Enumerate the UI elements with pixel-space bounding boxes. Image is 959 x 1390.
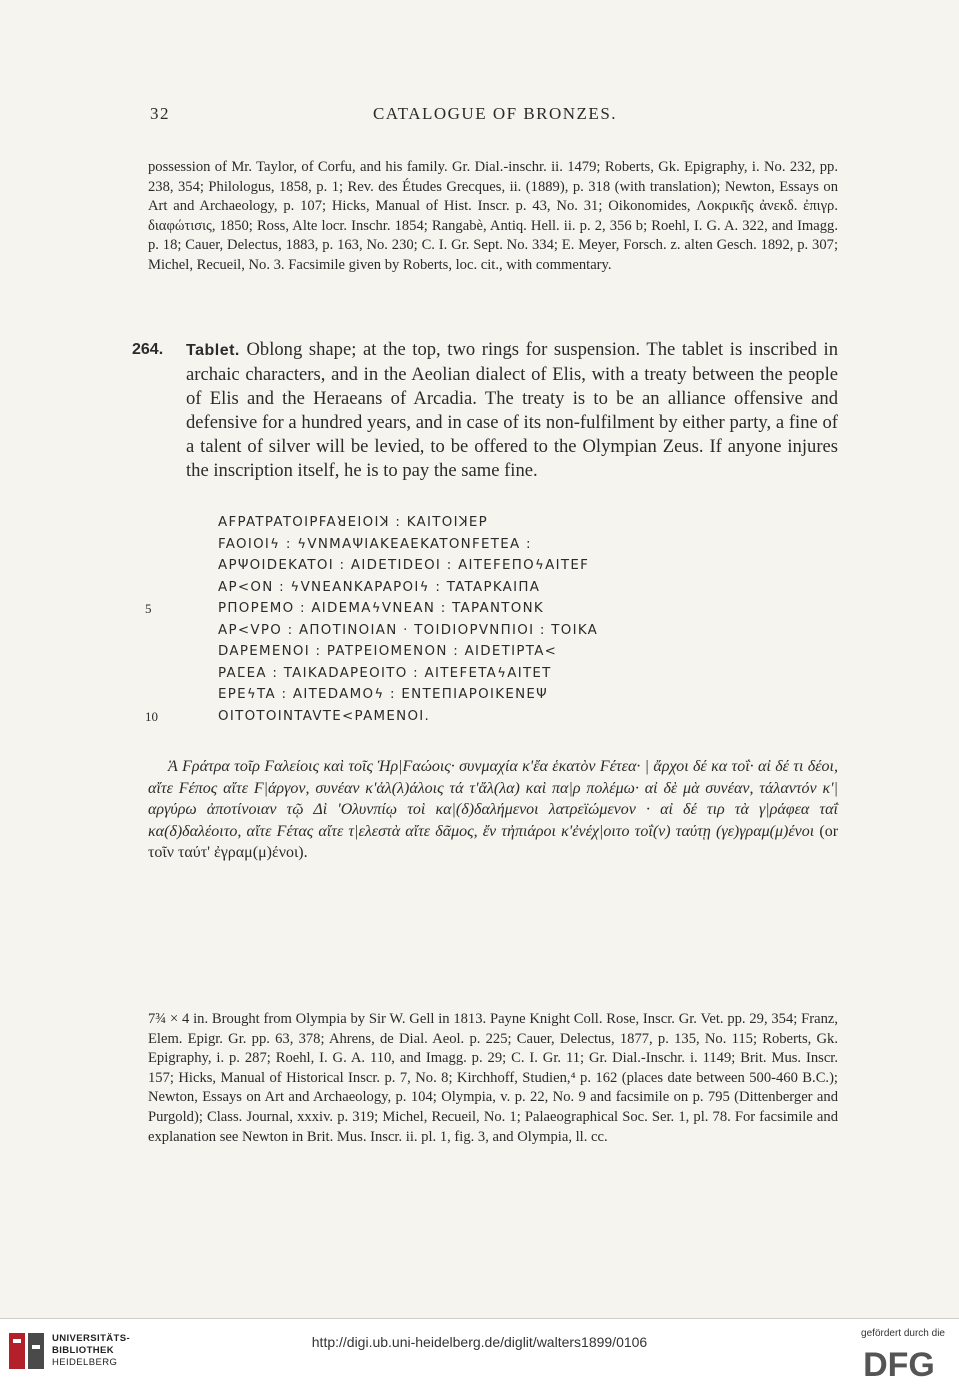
bibliography-entry-264: [148, 1010, 838, 1147]
entry-heading: Tablet.: [186, 342, 240, 359]
inscription-text: FAOIOIϟ : ϟVNMAΨIAKEAEKATONFETEA :: [218, 536, 532, 552]
inscription-line: [218, 515, 818, 537]
inscription-line: [218, 644, 818, 666]
viewer-footer: [0, 1318, 959, 1390]
running-header: [150, 104, 840, 134]
permalink-url[interactable]: http://digi.ub.uni-heidelberg.de/diglit/walters1899/0106: [311, 1334, 648, 1350]
inscription-text: EPEϟTA : AITEDAMOϟ : ENTEΠIAPOIKENEΨ: [218, 687, 549, 702]
inscription-line: [218, 580, 818, 602]
entry-number: 264.: [132, 341, 164, 358]
inscription-line: [218, 537, 818, 559]
entry-description: Oblong shape; at the top, two rings for suspension. The tablet is inscribed in archaic characters, and in the Aeolian dialect of Elis, with a treaty between the people of Elis and the Heraeans of Arcadia. The treaty is to be an alliance offensive and defensive for a hundred years, and in case of its non-fulfilment by either party, a fine of a talent of silver will be levied, to be offered to the Olympian Zeus. If anyone injures the inscription itself, he is to pay the same fine.: [186, 339, 838, 481]
inscription-text: APΨOIDEKATOI : AIDETIDEOI : AITEFEΠOϟAITEF: [218, 558, 590, 573]
inscription-text: OITOTOINTAVTE<PAMENOI.: [218, 708, 431, 724]
inscription-line: [145, 601, 818, 623]
footer-divider: [0, 1318, 959, 1319]
catalogue-entry-264: [132, 338, 838, 483]
line-number: 10: [145, 708, 158, 724]
greek-transcription: [148, 756, 838, 864]
greek-alternative-reading: (or τοῖν ταύτ' ἐγραμ(μ)ένοι).: [148, 822, 839, 861]
running-title: CATALOGUE OF BRONZES.: [372, 104, 618, 123]
inscription-line: [218, 558, 818, 580]
bibliography-text: possession of Mr. Taylor, of Corfu, and his family. Gr. Dial.-inschr. ii. 1479; Roberts, Gk. Epigraphy, i. No. 232, pp. 238, 354; Philologus, 1858, p. 1; Rev. des Études Grecques, ii. (1889), p. 318 (with translation); Newton, Essays on Art and Archaeology, p. 107; Hicks, Manual of Hist. Inscr. p. 43, No. 31; Oikonomides, Λοκρικῆς ἀνεκδ. ἐπιγρ. διαφώτισις, 1850; Ross, Alte locr. Inschr. 1854; Rangabè, Antiq. Hell. ii. p. 2, 356 b; Roehl, I. G. A. 322, and Imagg. p. 18; Cauer, Delectus, 1883, p. 163, No. 230; C. I. Gr. Sept. No. 334; E. Meyer, Forsch. z. alten Gesch. 1892, p. 307; Michel, Recueil, No. 3. Facsimile given by Roberts, loc. cit., with commentary.: [148, 159, 838, 273]
dfg-logo-icon[interactable]: [853, 1345, 945, 1381]
line-number: 5: [145, 601, 152, 616]
greek-text: Ἁ Ϝράτρα τοῖρ Ϝαλείοις καὶ τοῖς Ἡρ|Ϝαώοις· συνμαχία κ'ἔα ἑκατὸν Ϝέτεα· | ἄρχοι δέ κα τοΐ· αἰ δέ τι δέοι, αἴτε Ϝέπος αἴτε Ϝ|άργον, συνέαν κ'ἀλ(λ)άλοις τά τ'ἄλ(λα) καὶ πα|ρ πολέμω· αἰ δὲ μὰ συνέαν, τάλαντόν κ'|αργύρω ἀποτίνοιαν τῷ Δὶ 'Ολυνπίῳ τοὶ κα|(δ)δαλήμενοι λατρεϊώμενον · αἰ δέ τιρ τὰ γ|ράφεα ταΐ κα(δ)δαλέοιτο, αἴτε Ϝέτας αἴτε τ|ελεστὰ αἴτε δᾶμος, ἔν τἠπιάροι κ'ἐνέχ|οιτο τοΐ(ν) ταύτῃ (γε)γραμ(μ)ένοι: [148, 758, 838, 840]
dfg-logo-text: DFG: [863, 1346, 935, 1381]
inscription-text: PAⵎEA : TAIKADAPEOITO : AITEFETAϟAITET: [218, 665, 552, 681]
university-library-name[interactable]: UNIVERSITÄTS- BIBLIOTHEK HEIDELBERG: [52, 1333, 131, 1368]
page-number: 32: [150, 104, 170, 123]
bibliography-text-264: 7¾ × 4 in. Brought from Olympia by Sir W. Gell in 1813. Payne Knight Coll. Rose, Inscr. Gr. Vet. pp. 29, 354; Franz, Elem. Epigr. Gr. pp. 63, 378; Ahrens, de Dial. Aeol. p. 225; Cauer, Delectus, 1877, p. 135, No. 115; Roberts, Gk. Epigraphy, i. p. 287; Roehl, I. G. A. 110, and Imagg. p. 29; C. I. Gr. 11; Gr. Dial.-Inschr. i. 1149; Brit. Mus. Inscr. 157; Hicks, Manual of Historical Inscr. p. 7, No. 8; Kirchhoff, Studien,⁴ p. 162 (places date between 500-460 B.C.); Newton, Essays on Art and Archaeology, p. 104; Olympia, v. p. 22, No. 9 and facsimile on p. 795 (Dittenberger and Purgold); Class. Journal, xxxiv. p. 319; Michel, Recueil, No. 1; Palaeographical Soc. Ser. 1, pl. 78. For facsimile and explanation see Newton in Brit. Mus. Inscr. ii. pl. 1, fig. 3, and Olympia, ll. cc.: [148, 1011, 838, 1145]
inscription-text: PΠOPEMO : AIDEMAϟVNEAN : TAPANTONK: [218, 601, 545, 616]
inscription-line: [218, 623, 818, 645]
funded-by-label: gefördert durch die: [861, 1328, 945, 1339]
inscription-text: AP<ON : ϟVNEANKAPAPOIϟ : TATAPKAIΠA: [218, 579, 541, 595]
bibliography-continued: [148, 158, 838, 276]
inscription-text: AP<VPO : AΠOTINOIAN · TOIDIOPVNΠIOI : TOIKA: [218, 622, 599, 638]
inscription-line: [145, 708, 818, 731]
inscription-line: [218, 687, 818, 709]
archaic-inscription: [145, 515, 818, 730]
inscription-text: DAPEMENOI : PATPEIOMENON : AIDETIPTA<: [218, 644, 558, 659]
inscription-text: AFPATPATOIPFAꓤEIOIꓘ : KAITOIꓘEP: [218, 515, 489, 530]
inscription-line: [218, 666, 818, 688]
